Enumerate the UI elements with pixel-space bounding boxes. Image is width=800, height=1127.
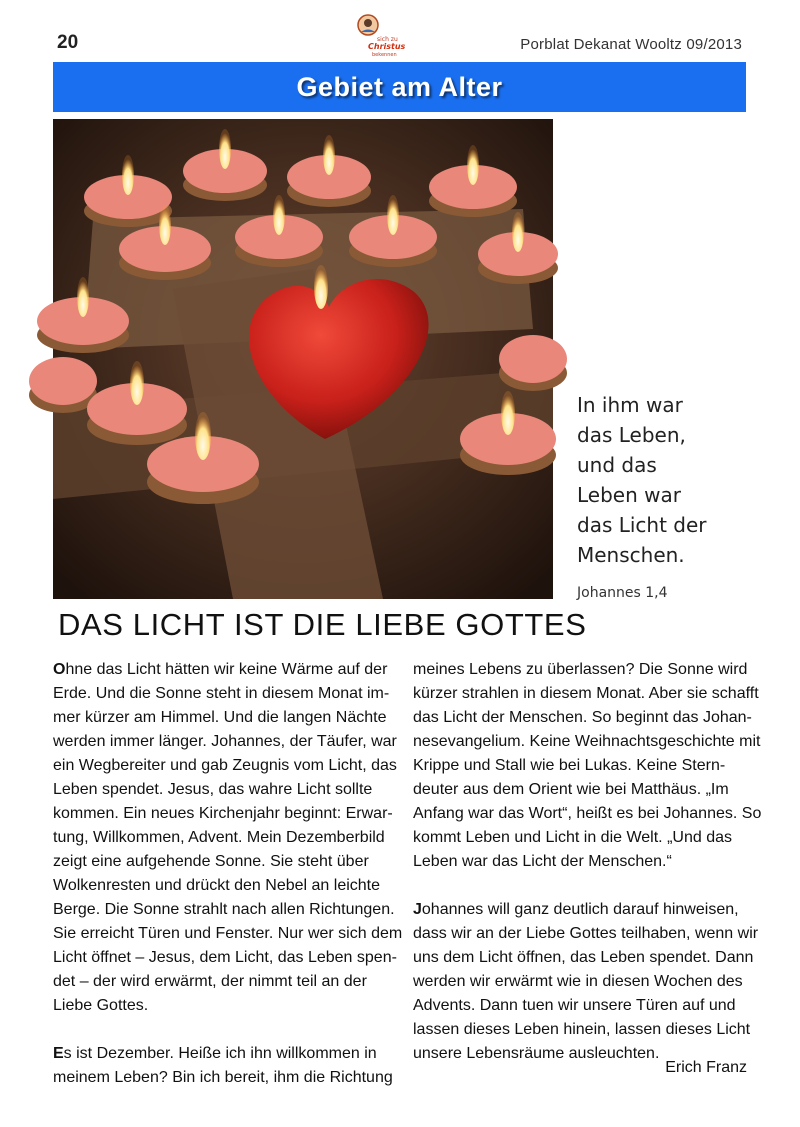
line-text: Leben war das Licht der Menschen.“ <box>413 853 672 870</box>
text-line <box>53 970 393 994</box>
text-line <box>413 802 762 826</box>
line-text: Liebe Gottes. <box>53 997 149 1014</box>
bible-quote <box>577 390 747 570</box>
logo-text-top: sich zu <box>377 36 398 43</box>
text-line <box>413 778 753 802</box>
text-line <box>53 658 393 682</box>
line-text: Sie erreicht Türen und Fenster. Nur wer sich dem <box>53 925 403 942</box>
text-line <box>413 1018 753 1042</box>
quote-line: Menschen. <box>577 543 685 567</box>
line-text: dass wir an der Liebe Gottes teilhaben, wenn wir <box>413 925 759 942</box>
text-line <box>53 754 397 778</box>
quote-line: das Licht der <box>577 513 707 537</box>
text-line <box>53 1042 393 1066</box>
line-text: ohannes will ganz deutlich darauf hinweisen, <box>421 901 739 918</box>
line-text: Leben spendet. Jesus, das wahre Licht sollte <box>53 781 373 798</box>
candles-photo <box>53 119 553 599</box>
quote-line: und das <box>577 453 657 477</box>
publication-info: Porblat Dekanat Wooltz 09/2013 <box>520 36 742 53</box>
text-line <box>53 1066 393 1090</box>
article-author: Erich Franz <box>665 1059 747 1076</box>
line-text: Berge. Die Sonne strahlt nach allen Richtungen. <box>53 901 395 918</box>
line-text: ein Wegbereiter und gab Zeugnis vom Licht, das <box>53 757 397 774</box>
article-headline: DAS LICHT IST DIE LIEBE GOTTES <box>58 607 587 642</box>
logo-text-main: Christus <box>368 42 406 51</box>
line-text: meines Lebens zu überlassen? Die Sonne wird <box>413 661 748 678</box>
text-line <box>413 754 753 778</box>
text-line <box>413 658 753 682</box>
line-text: Licht öffnet – Jesus, dem Licht, das Leben spen- <box>53 949 397 966</box>
line-text: unsere Lebensräume ausleuchten. <box>413 1045 660 1062</box>
article-column-left <box>53 658 403 1090</box>
text-line <box>53 802 393 826</box>
drop-letter: J <box>413 901 422 918</box>
text-line <box>413 826 753 850</box>
text-line <box>53 922 403 946</box>
text-line <box>53 850 393 874</box>
text-line <box>53 730 397 754</box>
line-text: kommen. Ein neues Kirchenjahr beginnt: Erwar- <box>53 805 393 822</box>
parish-logo <box>354 14 406 60</box>
line-text: lassen dieses Leben hinein, lassen dieses Licht <box>413 1021 751 1038</box>
line-text: Krippe und Stall wie bei Lukas. Keine Stern- <box>413 757 726 774</box>
line-text: nesevangelium. Keine Weihnachtsgeschichte mit <box>413 733 761 750</box>
text-line <box>413 946 753 970</box>
text-line <box>413 850 753 874</box>
line-text: deuter aus dem Orient wie bei Matthäus. „Im <box>413 781 729 798</box>
text-line <box>413 922 759 946</box>
line-text: tung, Willkommen, Advent. Mein Dezemberbild <box>53 829 385 846</box>
quote-line: In ihm war <box>577 393 683 417</box>
line-text: das Licht der Menschen. So beginnt das Johan- <box>413 709 752 726</box>
drop-letter: E <box>53 1045 64 1062</box>
line-text: Advents. Dann tuen wir unsere Türen auf und <box>413 997 736 1014</box>
logo-text-bottom: bekennen <box>372 52 397 58</box>
text-line <box>413 730 761 754</box>
line-text: meinem Leben? Bin ich bereit, ihm die Richtung <box>53 1069 393 1086</box>
line-text: Anfang war das Wort“, heißt es bei Johannes. So <box>413 805 762 822</box>
drop-letter: O <box>53 661 66 678</box>
line-text: Erde. Und die Sonne steht in diesem Monat im- <box>53 685 390 702</box>
text-line <box>413 898 753 922</box>
line-text: s ist Dezember. Heiße ich ihn willkommen in <box>63 1045 377 1062</box>
line-text: Wolkenresten und drückt den Nebel an leichte <box>53 877 381 894</box>
line-text: hne das Licht hätten wir keine Wärme auf der <box>65 661 388 678</box>
text-line <box>413 706 753 730</box>
section-banner <box>53 62 746 112</box>
text-line <box>413 682 759 706</box>
section-title: Gebiet am Alter <box>296 71 503 102</box>
text-line <box>413 970 753 994</box>
text-line <box>53 706 393 730</box>
line-text: uns dem Licht öffnen, das Leben spendet. Dann <box>413 949 754 966</box>
paragraph-gap <box>53 1018 393 1042</box>
line-text: werden wir erwärmt wie in diesen Wochen des <box>413 973 743 990</box>
text-line <box>53 994 393 1018</box>
page-number: 20 <box>57 32 79 53</box>
quote-line: Leben war <box>577 483 681 507</box>
line-text: mer kürzer am Himmel. Und die langen Nächte <box>53 709 387 726</box>
text-line <box>53 826 393 850</box>
line-text: kürzer strahlen in diesem Monat. Aber sie schafft <box>413 685 759 702</box>
line-text: kommt Leben und Licht in die Welt. „Und das <box>413 829 732 846</box>
text-line <box>413 994 753 1018</box>
article-column-right <box>413 658 762 1066</box>
text-line <box>53 874 393 898</box>
text-line <box>53 682 393 706</box>
text-line <box>53 946 397 970</box>
line-text: det – der wird erwärmt, der nimmt teil an der <box>53 973 367 990</box>
text-line <box>53 898 393 922</box>
line-text: werden immer länger. Johannes, der Täufer, war <box>53 733 397 750</box>
line-text: zeigt eine aufgehende Sonne. Sie steht über <box>53 853 369 870</box>
quote-source: Johannes 1,4 <box>577 585 668 601</box>
paragraph-gap <box>413 874 753 898</box>
text-line <box>53 778 393 802</box>
quote-line: das Leben, <box>577 423 686 447</box>
